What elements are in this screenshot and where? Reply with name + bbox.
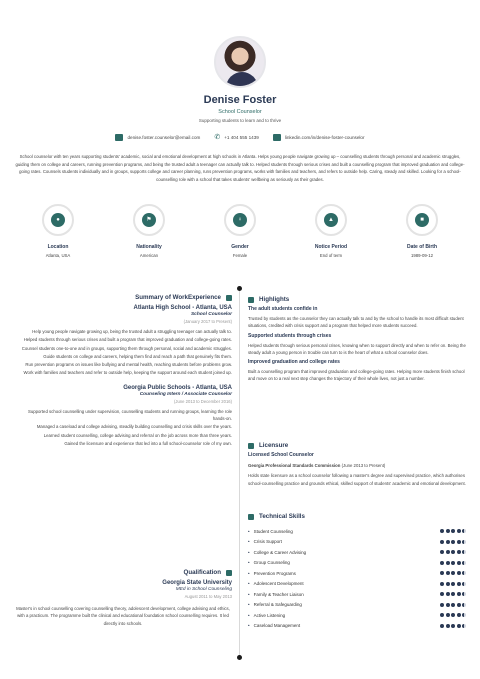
fact-notice-period	[299, 204, 363, 258]
flag-icon: ⚑	[142, 213, 156, 227]
rating-dot	[462, 529, 466, 533]
rating-dot	[451, 613, 455, 617]
fact-label: Location	[47, 244, 69, 250]
linkedin-icon	[273, 134, 281, 141]
skill-row	[248, 589, 466, 600]
rating-dot	[446, 603, 450, 607]
skills-heading-text: Technical Skills	[259, 513, 305, 520]
rating-dot	[462, 603, 466, 607]
job-bullet: Helped students through serious crises and built a program that improved graduation and college-going rates.	[23, 337, 232, 343]
license-issuer-line	[248, 462, 466, 469]
skill-name: • Family & Teacher Liaison	[248, 592, 304, 597]
skill-row	[248, 610, 466, 621]
profile-summary: School counselor with ten years supporting students' academic, social and emotional development at high schools in Atlanta. Helps young people navigate growing up – counselling students through personal and academic struggles, guiding them on college and careers, running prevention programs, and being the trusted adult a teenager can actually talk to. Helped students through serious crises and built a counselling program that improved graduation and college-going rates. Counsels students individually and in groups, supports college and career planning, runs prevention programs, works with families and teachers, and refers to outside help. Caring, steady and skilled. Looking for a school-counselling role with a school that takes students' wellbeing as seriously as their grades.	[15, 154, 465, 182]
highlight-title: Supported students through crises	[248, 332, 332, 339]
rating-dot	[462, 624, 466, 628]
rating-dot	[440, 603, 444, 607]
fact-value: Atlanta, USA	[45, 253, 71, 258]
rating-dot	[457, 582, 461, 586]
fact-label: Notice Period	[314, 244, 348, 250]
tools-icon	[248, 514, 254, 520]
skill-name: • Student Counseling	[248, 529, 293, 534]
rating-dot	[457, 550, 461, 554]
skill-rating	[440, 603, 466, 607]
highlight-title: The adult students confide in	[248, 306, 318, 312]
rating-dot	[440, 529, 444, 533]
rating-dot	[457, 540, 461, 544]
license-issuer: Georgia Professional Standards Commission	[248, 463, 341, 468]
contact-email[interactable]	[115, 134, 200, 141]
skill-row	[248, 600, 466, 611]
highlight-text: Helped students through serious personal crises, knowing when to support directly and when to refer on. Being the steady adult a young person in trouble can turn to is the heart of what a school counselor does.	[248, 342, 466, 355]
highlight-text: Built a counselling program that improved graduation and college-going rates. Helping more students finish school and move on to a real next step changes the trajectory of their whole lives, not just a number.	[248, 369, 465, 382]
email-text: denise.foster.counselor@email.com	[127, 135, 201, 140]
rating-dot	[451, 540, 455, 544]
rating-dot	[457, 561, 461, 565]
skill-rating	[440, 540, 466, 544]
rating-dot	[446, 571, 450, 575]
rating-dot	[446, 624, 450, 628]
rating-dot	[462, 582, 466, 586]
job-bullet: Learned student counselling, college advising and referral on the job across more than three years.	[43, 432, 232, 438]
skill-name: • Referral & Safeguarding	[248, 602, 302, 607]
rating-dot	[440, 592, 444, 596]
rating-dot	[440, 571, 444, 575]
avatar	[214, 36, 266, 88]
skill-rating	[440, 624, 466, 628]
skills-heading	[248, 513, 466, 520]
skill-row	[248, 537, 466, 548]
rating-dot	[462, 613, 466, 617]
rating-dot	[451, 529, 455, 533]
rating-dot	[451, 592, 455, 596]
experience-heading	[14, 294, 232, 301]
qualification-degree: MEd in School Counseling	[175, 587, 232, 592]
qualification-dates: August 2011 to May 2013	[184, 594, 232, 599]
job-org: Atlanta High School - Atlanta, USA	[133, 305, 232, 311]
skill-rating	[440, 613, 466, 617]
rating-dot	[446, 550, 450, 554]
fact-value: Female	[232, 253, 248, 258]
graduation-cap-icon	[226, 570, 232, 576]
candidate-role: School Counselor	[218, 109, 262, 115]
skill-rating	[440, 561, 466, 565]
contact-bar	[0, 134, 480, 141]
rating-dot	[451, 582, 455, 586]
license-section	[248, 442, 466, 487]
skill-row	[248, 568, 466, 579]
skill-rating	[440, 529, 466, 533]
qualification-text: Master's in school counselling covering counselling theory, adolescent development, college advising and ethics, with a practicum. The programme built the clinical and educational foundation school counselling requires. It led directly into schools.	[16, 606, 230, 626]
fact-label: Nationality	[136, 244, 162, 250]
rating-dot	[457, 603, 461, 607]
rating-dot	[440, 613, 444, 617]
briefcase-icon	[226, 295, 232, 301]
linkedin-text: linkedin.com/in/denise-foster-counselor	[284, 135, 365, 140]
highlight-text: Trusted by students as the counselor they can actually talk to and by the school to handle its most difficult student situations, credited with crisis support and a program that helped more students succeed.	[248, 316, 464, 329]
rating-dot	[462, 561, 466, 565]
rating-dot	[462, 550, 466, 554]
job-bullet: Run prevention programs on issues like bullying and mental health, reaching students before problems grow.	[25, 362, 232, 368]
job-dates: (June 2013 to December 2016)	[174, 398, 232, 404]
timeline-dot-top	[237, 286, 242, 291]
rating-dot	[451, 550, 455, 554]
job-title: Counseling Intern / Associate Counselor	[139, 391, 232, 397]
fact-label: Gender	[231, 244, 249, 250]
highlights-heading-text: Highlights	[259, 296, 290, 303]
rating-dot	[457, 592, 461, 596]
job-2	[14, 385, 232, 447]
job-bullet: Guide students on college and careers, helping them find and reach a path that genuinely fits them.	[43, 353, 232, 359]
skill-rating	[440, 550, 466, 554]
fact-gender	[208, 204, 272, 258]
qualification-heading	[14, 569, 232, 576]
license-dates: (June 2013 to Present)	[341, 463, 386, 468]
skill-rating	[440, 582, 466, 586]
rating-dot	[462, 571, 466, 575]
highlights-section	[248, 296, 466, 383]
skill-name: • Caseload Management	[248, 623, 300, 628]
license-title: Licensed School Counselor	[248, 452, 314, 458]
job-1	[14, 305, 232, 377]
rating-dot	[451, 561, 455, 565]
rating-dot	[446, 582, 450, 586]
job-title: School Counselor	[190, 312, 232, 317]
rating-dot	[446, 561, 450, 565]
job-bullet: Counsel students one-to-one and in groups, supporting them through personal, social and academic struggles.	[21, 345, 232, 351]
skill-name: • College & Career Advising	[248, 550, 306, 555]
rating-dot	[451, 624, 455, 628]
timeline-dot-bottom	[237, 655, 242, 660]
job-dates: (January 2017 to Present)	[183, 319, 232, 324]
qualification-school: Georgia State University	[162, 580, 232, 586]
rating-dot	[440, 540, 444, 544]
contact-linkedin[interactable]	[273, 134, 365, 141]
job-bullet: Managed a caseload and college advising, steadily building counselling and crisis skills over the years.	[36, 424, 232, 430]
rating-dot	[440, 550, 444, 554]
fact-date-of-birth	[390, 204, 454, 258]
skill-name: • Crisis Support	[248, 539, 282, 544]
fact-label: Date of Birth	[407, 244, 437, 250]
qualification-heading-text: Qualification	[183, 569, 221, 576]
skill-rating	[440, 592, 466, 596]
rating-dot	[451, 603, 455, 607]
experience-heading-text: Summary of WorkExperience	[135, 294, 221, 301]
rating-dot	[440, 624, 444, 628]
rating-dot	[440, 582, 444, 586]
timeline-line	[239, 288, 240, 656]
rating-dot	[457, 529, 461, 533]
skill-row	[248, 579, 466, 590]
rating-dot	[446, 592, 450, 596]
skill-name: • Active Listening	[248, 613, 285, 618]
skill-name: • Prevention Programs	[248, 571, 296, 576]
rating-dot	[446, 540, 450, 544]
rating-dot	[451, 571, 455, 575]
license-heading-text: Licensure	[259, 442, 289, 449]
rating-dot	[446, 529, 450, 533]
fact-value: End of term	[319, 253, 343, 258]
contact-phone[interactable]	[214, 134, 259, 141]
rating-dot	[440, 561, 444, 565]
candidate-name: Denise Foster	[203, 94, 277, 106]
phone-text: +1 404 555 1439	[224, 135, 259, 140]
rating-dot	[462, 540, 466, 544]
skill-row	[248, 526, 466, 537]
certificate-icon	[248, 443, 254, 449]
location-pin-icon: ●	[51, 213, 65, 227]
skill-name: • Adolescent Development	[248, 581, 304, 586]
rating-dot	[462, 592, 466, 596]
job-org: Georgia Public Schools - Atlanta, USA	[123, 384, 232, 391]
gender-icon: ♀	[233, 213, 247, 227]
skill-row	[248, 558, 466, 569]
fact-nationality	[117, 204, 181, 258]
fact-value: American	[139, 253, 159, 258]
skill-rating	[440, 571, 466, 575]
rating-dot	[446, 613, 450, 617]
experience-section	[14, 294, 232, 447]
email-icon	[115, 134, 123, 141]
megaphone-icon: ▲	[324, 213, 338, 227]
skill-row	[248, 621, 466, 632]
rating-dot	[457, 624, 461, 628]
star-icon	[248, 297, 254, 303]
job-bullet: Help young people navigate growing up, being the trusted adult a struggling teenager can actually talk to.	[32, 329, 232, 334]
skill-name: • Group Counseling	[248, 560, 290, 565]
skill-row	[248, 547, 466, 558]
rating-dot	[457, 613, 461, 617]
personal-facts	[26, 204, 454, 264]
license-heading	[248, 442, 466, 449]
highlight-title: Improved graduation and college rates	[248, 359, 340, 366]
license-text: Holds state licensure as a school counselor following a master's degree and supervised practice, which authorises school-counselling practice and grounds ethical, skilled support of students' academic and emotional development.	[248, 473, 466, 486]
fact-location	[26, 204, 90, 258]
phone-icon: ✆	[214, 134, 221, 141]
skills-section	[248, 513, 466, 631]
rating-dot	[457, 571, 461, 575]
job-bullet: Gained the licensure and experience that led into a full school-counselor role of my own.	[64, 440, 232, 446]
job-bullet: Work with families and teachers and refer to outside help, keeping the support around each student joined up.	[23, 370, 232, 376]
job-bullet: Supported school counselling under supervision, counselling students and running groups, learning the role hands-on.	[28, 408, 232, 422]
cake-icon: ■	[415, 213, 429, 227]
highlights-heading	[248, 296, 466, 303]
candidate-tagline: Supporting students to learn and to thrive	[198, 118, 282, 123]
fact-value: 1989-09-12	[411, 253, 433, 258]
skill-list	[248, 526, 466, 631]
qualification-section	[14, 569, 232, 627]
